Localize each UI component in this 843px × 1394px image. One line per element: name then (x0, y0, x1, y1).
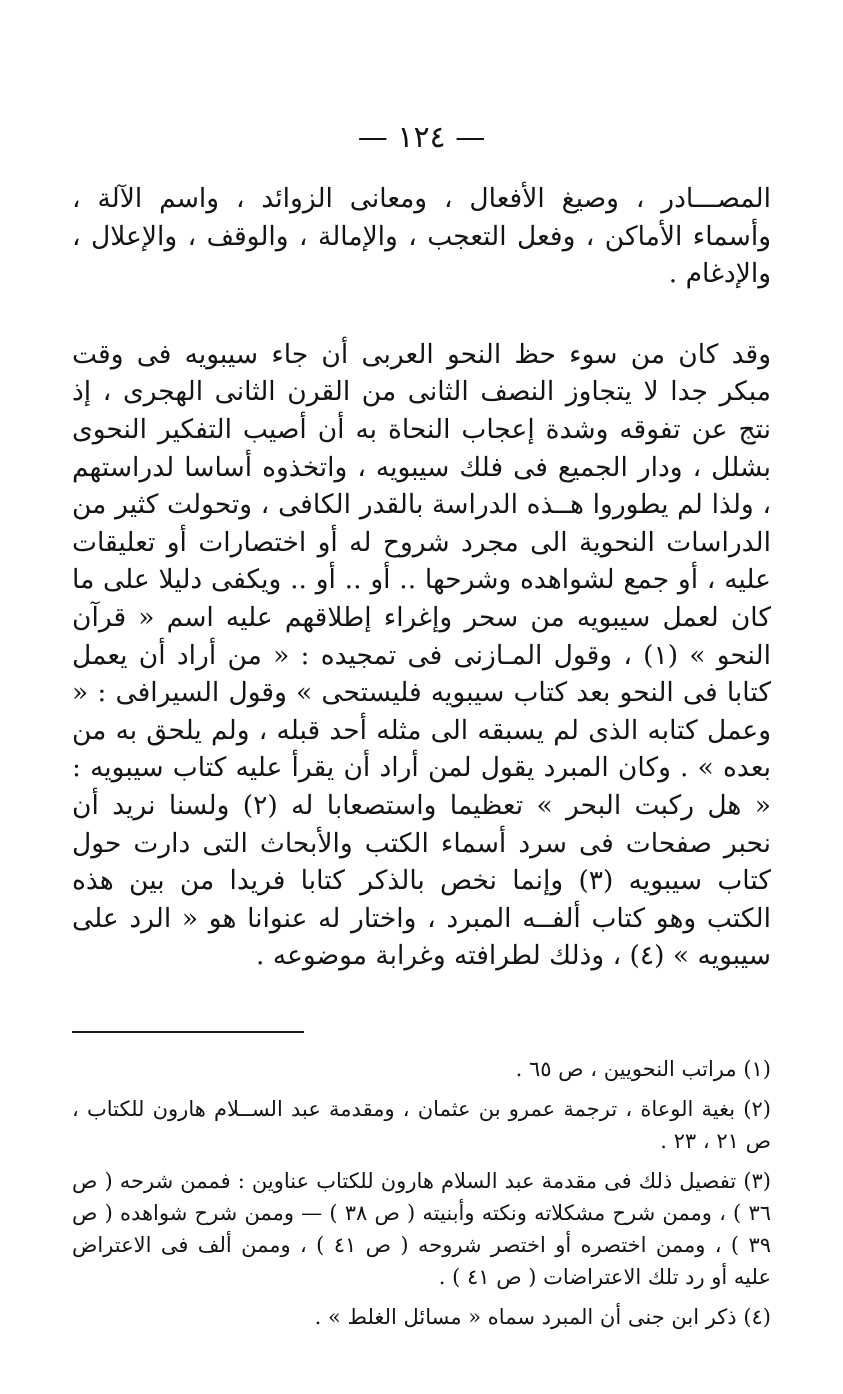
paragraph-main: وقد كان من سوء حظ النحو العربى أن جاء سيبويه فى وقت مبكر جدا لا يتجاوز النصف الثانى من القرن الثانى الهجرى ، إذ نتج عن تفوقه وشدة إعجاب النحاة به أن أصيب التفكير النحوى بشلل ، ودار الجميع فى فلك سيبويه ، واتخذوه أساسا لدراستهم ، ولذا لم يطوروا هــذه الدراسة بالقدر الكافى ، وتحولت كثير من الدراسات النحوية الى مجرد شروح له أو اختصارات أو تعليقات عليه ، أو جمع لشواهده وشرحها .. أو .. أو .. ويكفى دليلا على ما كان لعمل سيبويه من سحر وإغراء إطلاقهم عليه اسم « قرآن النحو » (١) ، وقول المـازنى فى تمجيده : « من أراد أن يعمل كتابا فى النحو بعد كتاب سيبويه فليستحى » وقول السيرافى : « وعمل كتابه الذى لم يسبقه الى مثله أحد قبله ، ولم يلحق به من بعده » . وكان المبرد يقول لمن أراد أن يقرأ عليه كتاب سيبويه : « هل ركبت البحر » تعظيما واستصعابا له (٢) ولسنا نريد أن نحبر صفحات فى سرد أسماء الكتب والأبحاث التى دارت حول كتاب سيبويه (٣) وإنما نخص بالذكر كتابا فريدا من بين هذه الكتب وهو كتاب ألفــه المبرد ، واختار له عنوانا هو « الرد على سيبويه » (٤) ، وذلك لطرافته وغرابة موضوعه . (72, 338, 771, 972)
page-number: — ١٢٤ — (357, 120, 486, 155)
footnote-3: (٣) تفصيل ذلك فى مقدمة عبد السلام هارون للكتاب عناوين : فممن شرحه ( ص ٣٦ ) ، وممن شرح مشكلاته ونكته وأبنيته ( ص ٣٨ ) — وممن شرح شواهده ( ص ٣٩ ) ، وممن اختصره أو اختصر شروحه ( ص ٤١ ) ، وممن ألف فى الاعتراض عليه أو رد تلك الاعتراضات ( ص ٤١ ) . (72, 1168, 772, 1289)
footnote-1: (١) مراتب النحويين ، ص ٦٥ . (515, 1056, 771, 1081)
footnote-2: (٢) بغية الوعاة ، ترجمة عمرو بن عثمان ، ومقدمة عبد الســلام هارون للكتاب ، ص ٢١ ، ٢٣ . (72, 1096, 771, 1153)
paragraph-continuation: المصـــادر ، وصيغ الأفعال ، ومعانى الزوائد ، واسم الآلة ، وأسماء الأماكن ، وفعل التعجب ، والإمالة ، والوقف ، والإعلال ، والإدغام . (72, 183, 771, 290)
footnotes (72, 1053, 771, 1333)
footnote-divider (72, 1031, 304, 1033)
footnote-4: (٤) ذكر ابن جنى أن المبرد سماه « مسائل الغلط » . (314, 1304, 771, 1329)
